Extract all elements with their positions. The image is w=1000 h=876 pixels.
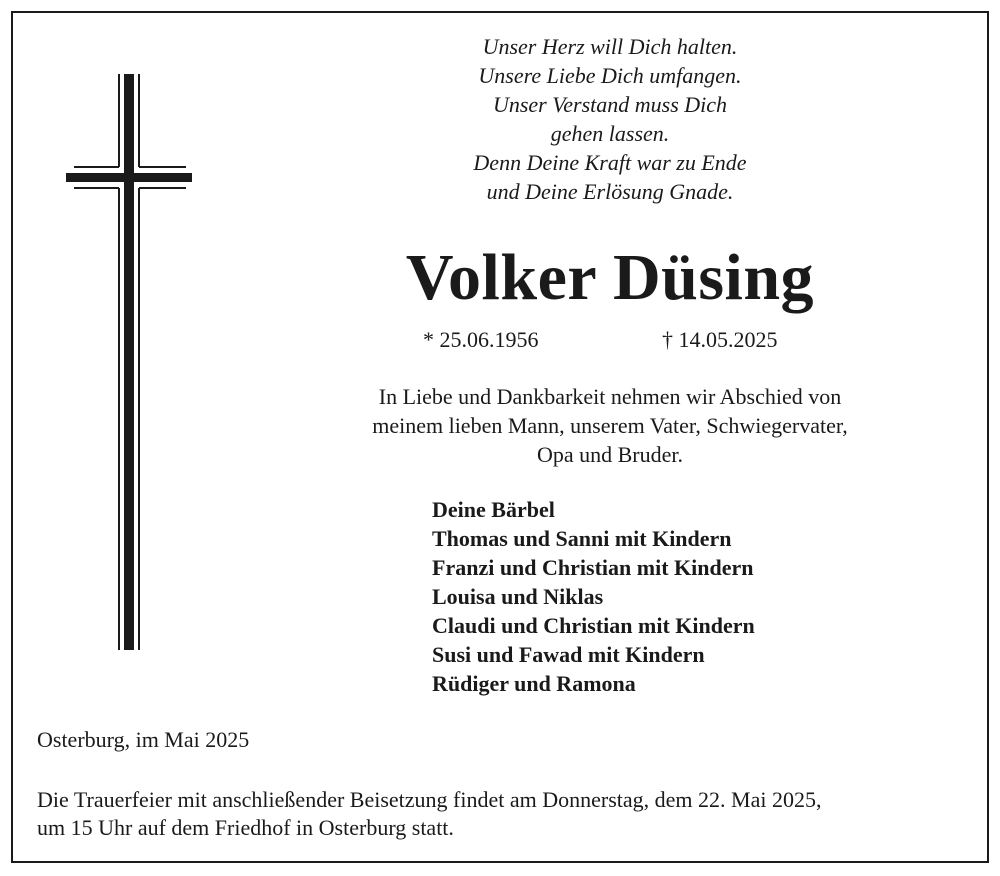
- poem-line: und Deine Erlösung Gnade.: [486, 179, 734, 204]
- birth-date: * 25.06.1956: [423, 327, 539, 352]
- poem-line: Denn Deine Kraft war zu Ende: [473, 150, 747, 175]
- place-date: Osterburg, im Mai 2025: [37, 727, 250, 752]
- farewell-line: meinem lieben Mann, unserem Vater, Schwiegervater,: [372, 413, 848, 438]
- mourner-item: Thomas und Sanni mit Kindern: [432, 526, 732, 551]
- poem-line: gehen lassen.: [550, 121, 670, 146]
- mourner-item: Rüdiger und Ramona: [432, 671, 636, 696]
- mourner-item: Louisa und Niklas: [432, 584, 604, 609]
- farewell-line: Opa und Bruder.: [536, 442, 684, 467]
- service-line: Die Trauerfeier mit anschließender Beisetzung findet am Donnerstag, dem 22. Mai 2025,: [37, 787, 822, 812]
- farewell-line: In Liebe und Dankbarkeit nehmen wir Abschied von: [378, 384, 842, 409]
- mourner-item: Franzi und Christian mit Kindern: [432, 555, 754, 580]
- funeral-service-notice: [37, 786, 977, 842]
- christian-cross-icon: [60, 70, 200, 660]
- memorial-poem: [400, 32, 820, 206]
- poem-line: Unser Verstand muss Dich: [492, 92, 728, 117]
- mourner-item: Claudi und Christian mit Kindern: [432, 613, 755, 638]
- farewell-text: [320, 382, 900, 469]
- service-line: um 15 Uhr auf dem Friedhof in Osterburg statt.: [37, 815, 454, 840]
- mourner-item: Susi und Fawad mit Kindern: [432, 642, 705, 667]
- poem-line: Unsere Liebe Dich umfangen.: [478, 63, 742, 88]
- death-date: † 14.05.2025: [662, 327, 778, 352]
- mourner-item: Deine Bärbel: [432, 497, 555, 522]
- mourners-list: [432, 495, 755, 698]
- deceased-name: Volker Düsing: [405, 241, 815, 314]
- poem-line: Unser Herz will Dich halten.: [482, 34, 738, 59]
